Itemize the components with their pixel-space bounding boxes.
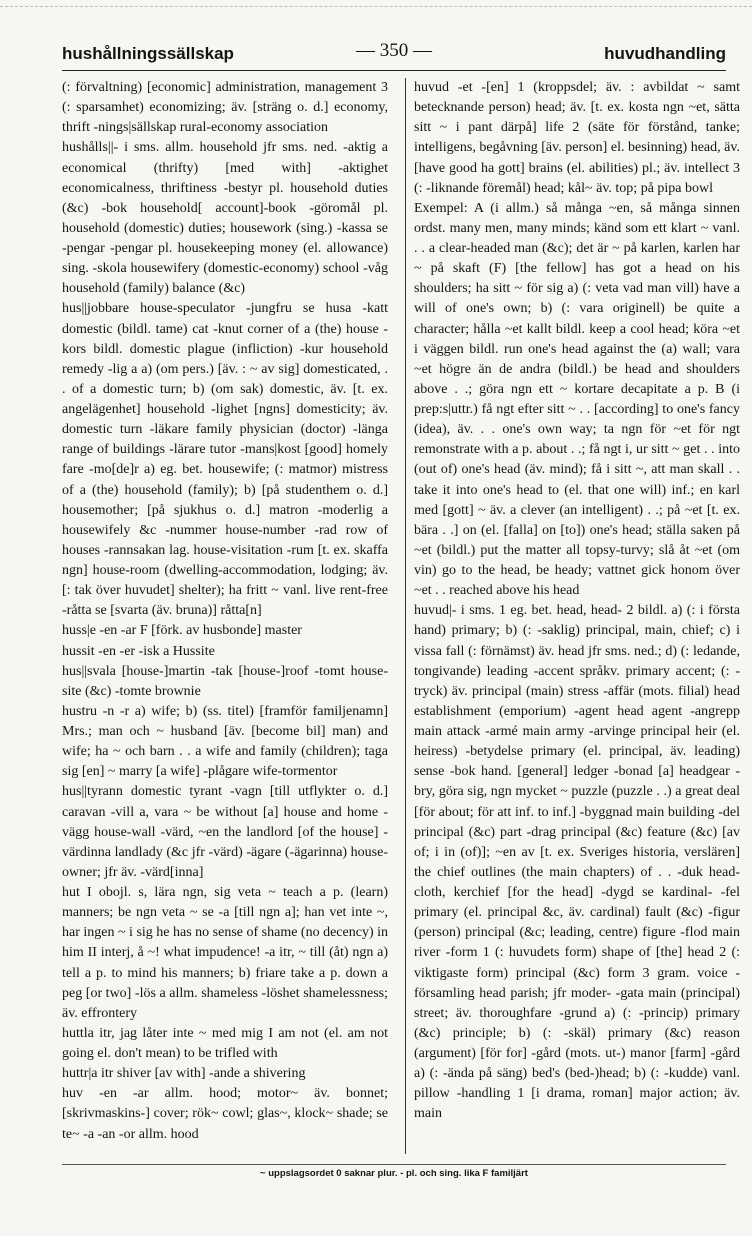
right-column	[414, 78, 740, 1125]
entry-hustru: hustru -n -r a) wife; b) (ss. titel) [framför familjenamn] Mrs.; man och ~ husband [äv. [become bil] man) and wife; ha ~ och barn . . a wife and family (children); taga sig [en] ~ marry [a wife] -plågare wife-tormentor	[62, 703, 388, 780]
entry-hut: hut I obojl. s, lära ngn, sig veta ~ teach a p. (learn) manners; be ngn veta ~ se -a [till ngn a]; han vet inte ~, har ingen ~ i sig he has no sense of shame (no decency) in him II interj, å ~! what impudence! -a itr, ~ till (åt) ngn a) tell a p. to mind his manners; b) friare take a p. down a peg [or two] -lös a allm. shameless -löshet shamelessness; äv. effrontery	[62, 885, 388, 1021]
entry-hushallning-cont: (: förvaltning) [economic] administration, management 3 (: sparsamhet) economizing; äv. [sträng o. d.] economy, thrift -nings|sällskap rural-economy association	[62, 80, 388, 136]
entry-hushalls: hushålls||- i sms. allm. household jfr sms. ned. -aktig a economical (thrifty) [med with] -aktighet economicalness, thriftiness -bestyr pl. household duties (&c) -bok household[ account]-book -göromål pl. household (domestic) duties; housework (sing.) -kassa se -pengar -pengar pl. housekeeping money (el. allowance) sing. -skola housewifery (domestic-economy) school -våg household (family) balance (&c)	[62, 140, 388, 297]
entry-huttla: huttla itr, jag låter inte ~ med mig I am not (el. am not going el. don't mean) to be trifled with	[62, 1025, 388, 1061]
footer-rule	[62, 1164, 726, 1165]
entry-huvud-compounds: huvud|- i sms. 1 eg. bet. head, head- 2 bildl. a) (: i första hand) primary; b) (: -saklig) principal, main, chief; c) i vissa fall (: förnämst) äv. head jfr sms. ned.; d) (: ledande, tongivande) leading -accent språkv. primary accent; (: -tryck) äv. principal (main) stress -affär (mots. filial) head establishment (emporium) -agent head agent -angrepp main attack -armé main army -arvinge principal heir (el. heiress) -betydelse primary (el. principal, äv. leading) sense -bok hand. [general] ledger -bonad [a] headgear -bry, göra sig, ngn mycket ~ puzzle (puzzle . .) a great deal [för about; för att inf. to inf.] -byggnad main building -del principal (&c) part -drag principal (&c) feature (&c) [av of; i in (of)]; ~en av [t. ex. Sveriges historia, verslären] the chief outlines (the main chapters) of . . -duk head-cloth, kerchief [for the head] -dygd se kardinal- -fel primary (el. principal &c, äv. cardinal) fault (&c) -figur (person) principal (&c; leading, centre) figure -flod main river -form 1 (: huvudets form) shape of [the] head 2 (: viktigaste form) principal (&c) form 3 gram. voice -församling head parish; jfr moder- -gata main (principal) street; äv. thoroughfare -grund a) (: -princip) primary (&c) principle; b) (: -skäl) primary (&c) reason (argument) [för for] -gård (mots. ut-) manor [farm] -gård a) (: -ända på säng) bed's (bed-)head; b) (: -kudde) vanl. pillow -handling 1 [i drama, roman] major action; äv. main	[414, 603, 740, 1122]
entry-huvud-examples: Exempel: A (i allm.) så många ~en, så många sinnen ordst. many men, many minds; känd som ett klart ~ vanl. . . a clear-headed man (&c); det är ~ på karlen, karlen har ~ på skaft (F) [the fellow] has got a head on his shoulders; ha sitt ~ för sig a) (: veta vad man vill) have a will of one's own; b) (: vara originell) be quite a character; hålla ~et kallt bildl. keep a cool head; köra ~et i väggen bildl. run one's head against the (a) wall; vara ~et högre än de andra (bildl.) be head and shoulders above . .; göra ngn ett ~ kortare decapitate a p. B (i prep:s|uttr.) få ngt efter sitt ~ . . [according] to one's fancy (idea), äv. . . one's own way; ta ngn för ~et för ngt remonstrate with a p. about . .; få ngt i, ur sitt ~ get . . into (out of) one's head (äv. mind); få i sitt ~, att man skall . . take it into one's head to (el. that one will) inf.; en karl med [gott] ~ äv. a clever (an intelligent) . .; på ~et [t. ex. bära . .] on (el. [falla] on [to]) one's head; ställa saken på ~et (bildl.) put the matter all topsy-turvy; slå åt ~et (om vin) go to the head, be heady; vattnet gick honom över ~et . . reached above his head	[414, 200, 740, 599]
left-column	[62, 78, 388, 1145]
abbreviation-key: ~ uppslagsordet 0 saknar plur. - pl. och sing. lika F familjärt	[260, 1168, 528, 1179]
entry-huv: huv -en -ar allm. hood; motor~ äv. bonnet; [skrivmaskins-] cover; rök~ cowl; glas~, klock~ shade; se te~ -a -an -or allm. hood	[62, 1086, 388, 1142]
entry-hussit: hussit -en -er -isk a Hussite	[62, 643, 215, 659]
page-number: — 350 —	[356, 40, 432, 61]
header-rule	[62, 70, 726, 71]
entry-huvud: huvud -et -[en] 1 (kroppsdel; äv. : avbildat ~ samt betecknande person) head; äv. [t. ex. kosta ngn ~et, sätta sitt ~ i pant därpå] life 2 (säte för förstånd, tanke; intelligens, begåvning [äv. person] el. besinning) head, äv. [have good ha gott] brains (el. abilities) pl.; äv. intellect 3 (: -liknande föremål) head; kål~ äv. top; på pipa bowl	[414, 80, 740, 196]
entry-huttra: huttr|a itr shiver [av with] -ande a shivering	[62, 1066, 306, 1082]
header-last-word: huvudhandling	[604, 44, 726, 63]
column-divider	[405, 78, 406, 1154]
entry-husjobbare: hus||jobbare house-speculator -jungfru se husa -katt domestic (bildl. tame) cat -knut corner of a (the) house -kors bildl. domestic plague (infliction) -kur household remedy -lig a a) (om pers.) [äv. : ~ av sig] domesticated, . . of a domestic turn; b) (om sak) domestic, äv. [t. ex. angelägenhet] household -lighet [ngns] domesticity; äv. domestic turn -läkare family physician (doctor) -länga range of buildings -lärare tutor -mans|kost [good] homely fare -mo[de]r a) eg. bet. housewife; (: matmor) mistress of a (the) household (family); b) [på studenthem o. d.] housemother; [på sjukhus o. d.] matron -moderlig a housewifely &c -nummer house-number -rad row of houses -rannsakan lag. house-visitation -rum [t. ex. skaffa ngn] house-room (dwelling-accommodation, lodging; äv. [: tak över huvudet] shelter); ha fritt ~ vanl. live rent-free -råtta se [svarta (äv. bruna)] råtta[n]	[62, 301, 388, 619]
running-header	[62, 40, 726, 66]
entry-hussvala: hus||svala [house-]martin -tak [house-]roof -tomt house-site (&c) -tomte brownie	[62, 663, 388, 699]
top-dashed-rule	[0, 6, 752, 7]
entry-hustyrann: hus||tyrann domestic tyrant -vagn [till utflykter o. d.] caravan -vill a, vara ~ be without [a] house and home -vägg house-wall -värd, ~en the landlord [of the house] -värdinna landlady (&c jfr -värd) -ägare (-ägarinna) house-owner; jfr äv. -värd[inna]	[62, 784, 388, 880]
entry-husse: huss|e -en -ar F [förk. av husbonde] master	[62, 623, 302, 639]
header-first-word: hushållningssällskap	[62, 44, 234, 63]
